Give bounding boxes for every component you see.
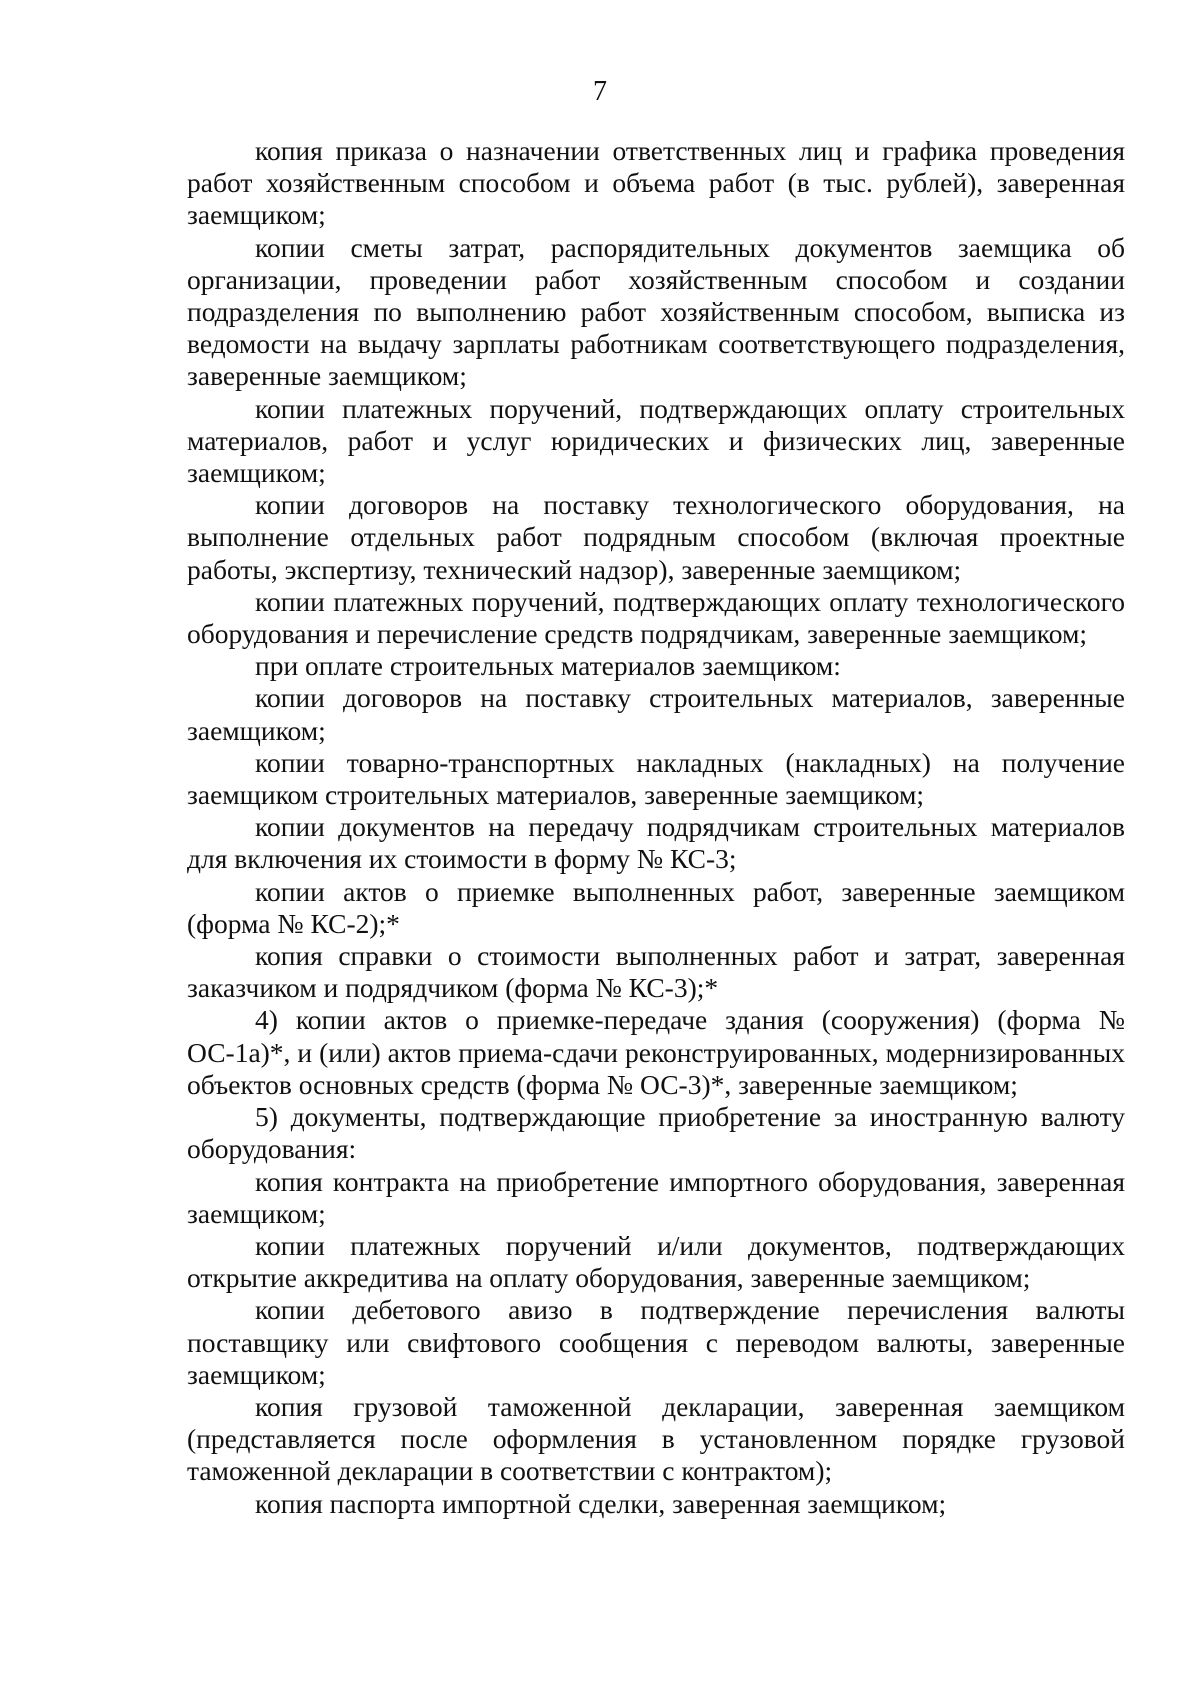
document-body [187, 135, 1125, 1520]
paragraph: копии платежных поручений, подтверждающих оплату технологического оборудования и перечисление средств подрядчикам, заверенные заемщиком; [187, 585, 1125, 650]
paragraph: при оплате строительных материалов заемщиком: [255, 650, 841, 682]
paragraph: копии дебетового авизо в подтверждение перечисления валюты поставщику или свифтового сообщения с переводом валюты, заверенные заемщиком; [187, 1294, 1125, 1390]
paragraph: копии документов на передачу подрядчикам строительных материалов для включения их стоимости в форму № КС-3; [187, 811, 1125, 875]
paragraph: копии платежных поручений, подтверждающих оплату строительных материалов, работ и услуг юридических и физических лиц, заверенные заемщиком; [187, 392, 1125, 489]
paragraph: копия приказа о назначении ответственных лиц и графика проведения работ хозяйственным способом и объема работ (в тыс. рублей), заверенная заемщиком; [187, 135, 1125, 231]
paragraph: копия контракта на приобретение импортного оборудования, заверенная заемщиком; [187, 1165, 1125, 1229]
paragraph: копия справки о стоимости выполненных работ и затрат, заверенная заказчиком и подрядчиком (форма № КС-3);* [187, 940, 1125, 1004]
paragraph: копии платежных поручений и/или документов, подтверждающих открытие аккредитива на оплату оборудования, заверенные заемщиком; [187, 1229, 1125, 1294]
paragraph: копии договоров на поставку строительных материалов, заверенные заемщиком; [187, 682, 1125, 746]
paragraph: 4) копии актов о приемке-передаче здания (сооружения) (форма № ОС-1а)*, и (или) актов приема-сдачи реконструированных, модернизированных объектов основных средств (форма № ОС-3)*, заверенные заемщиком; [187, 1004, 1125, 1100]
paragraph: копии сметы затрат, распорядительных документов заемщика об организации, проведении работ хозяйственным способом и создании подразделения по выполнению работ хозяйственным способом, выписка из ведомости на выдачу зарплаты работникам соответствующего подразделения, заверенные заемщиком; [187, 231, 1125, 392]
paragraph: копия грузовой таможенной декларации, заверенная заемщиком (представляется после оформления в установленном порядке грузовой таможенной декларации в соответствии с контрактом); [187, 1390, 1125, 1487]
paragraph: копии актов о приемке выполненных работ, заверенные заемщиком (форма № КС-2);* [187, 875, 1125, 939]
page-number: 7 [593, 76, 607, 107]
paragraph: 5) документы, подтверждающие приобретение за иностранную валюту оборудования: [187, 1101, 1125, 1165]
paragraph: копии товарно-транспортных накладных (накладных) на получение заемщиком строительных материалов, заверенные заемщиком; [187, 746, 1125, 811]
paragraph: копии договоров на поставку технологического оборудования, на выполнение отдельных работ подрядным способом (включая проектные работы, экспертизу, технический надзор), заверенные заемщиком; [187, 489, 1125, 585]
paragraph: копия паспорта импортной сделки, заверенная заемщиком; [255, 1487, 947, 1519]
